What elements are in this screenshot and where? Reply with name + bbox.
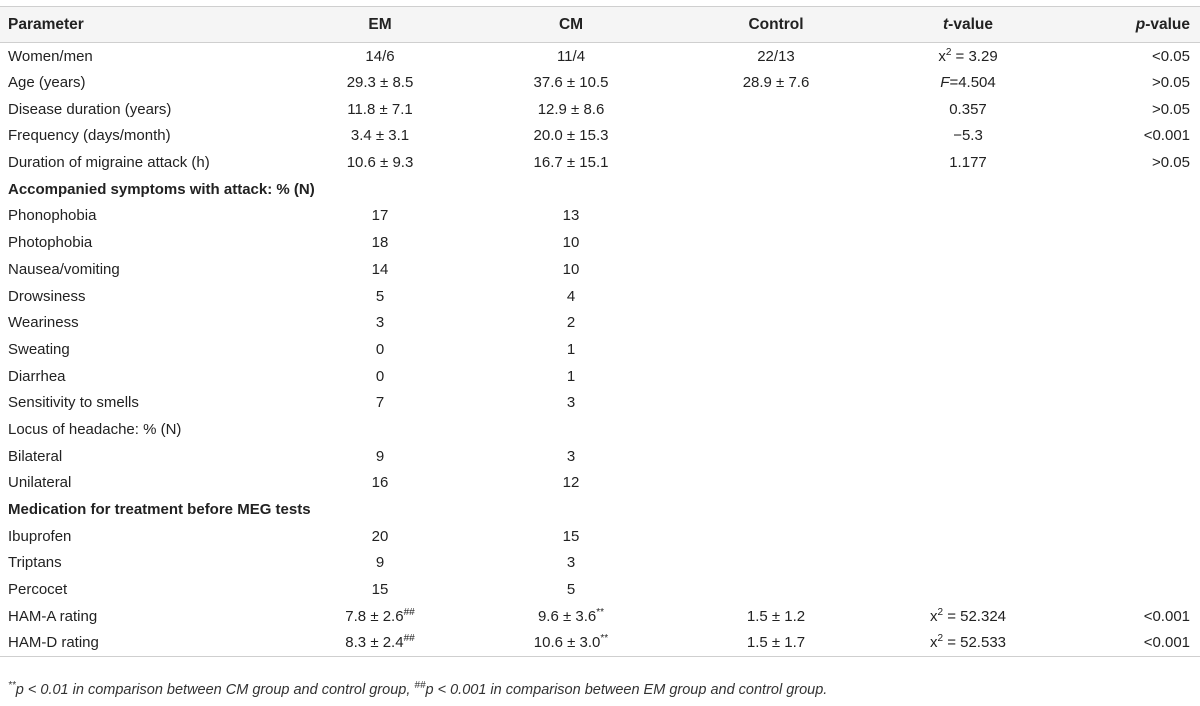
cell-control — [676, 203, 876, 230]
table-row — [0, 576, 1200, 603]
cell-parameter: Disease duration (years) — [8, 100, 172, 118]
cell-cm: 3 — [566, 554, 576, 572]
cell-em: 14/6 — [365, 47, 395, 65]
cell-control — [676, 363, 876, 390]
table-row — [0, 470, 1200, 497]
cell-parameter: Triptans — [8, 554, 62, 572]
cell-em: 29.3 ± 8.5 — [346, 74, 414, 92]
cell-cm: 15 — [562, 527, 580, 545]
cell-p-value — [1060, 203, 1200, 230]
cell-t-value: 0.357 — [949, 100, 987, 118]
locus-heading — [0, 416, 1200, 443]
cell-em: 10.6 ± 9.3 — [346, 154, 414, 172]
table-row — [0, 69, 1200, 96]
cell-em: 9 — [375, 554, 385, 572]
table-row — [0, 309, 1200, 336]
cell-control — [676, 470, 876, 497]
cell-t-value: F=4.504 — [940, 74, 996, 92]
clinical-characteristics-table — [0, 6, 1200, 657]
cell-t-value — [876, 256, 1060, 283]
section-symptoms — [0, 176, 1200, 203]
cell-em: 9 — [375, 447, 385, 465]
cell-t-value: −5.3 — [953, 127, 983, 145]
cell-cm: 1 — [566, 340, 576, 358]
table-row — [0, 229, 1200, 256]
section-symptoms-label: Accompanied symptoms with attack: % (N) — [8, 180, 315, 198]
section-medication — [0, 496, 1200, 523]
header-control: Control — [676, 7, 876, 43]
cell-t-value — [876, 523, 1060, 550]
cell-control — [676, 550, 876, 577]
cell-p-value — [1060, 576, 1200, 603]
cell-control — [676, 283, 876, 310]
cell-cm: 11/4 — [556, 47, 586, 65]
cell-parameter: Sweating — [8, 340, 70, 358]
section-medication-label: Medication for treatment before MEG tests — [8, 501, 311, 519]
cell-p-value: >0.05 — [1152, 100, 1190, 118]
cell-control — [676, 229, 876, 256]
cell-control — [676, 256, 876, 283]
cell-t-value — [876, 363, 1060, 390]
cell-cm: 12 — [562, 474, 580, 492]
cell-parameter: Nausea/vomiting — [8, 260, 120, 278]
cell-cm: 3 — [566, 394, 576, 412]
cell-control — [676, 336, 876, 363]
cell-cm: 4 — [566, 287, 576, 305]
cell-t-value: $x^2 = 52.533$ — [876, 630, 1060, 657]
cell-control: 22/13 — [757, 47, 795, 65]
cell-parameter: Phonophobia — [8, 207, 97, 225]
header-row — [0, 7, 1200, 43]
cell-parameter: HAM-D rating — [0, 630, 294, 657]
table-row — [0, 603, 1200, 630]
cell-em: 11.8 ± 7.1 — [347, 100, 413, 118]
footnote-text-em: p < 0.001 in comparison between EM group and control group. — [425, 682, 828, 698]
footnote — [8, 682, 827, 698]
cell-em: 17 — [371, 207, 389, 225]
table-row — [0, 256, 1200, 283]
cell-t-value — [876, 336, 1060, 363]
cell-cm: 16.7 ± 15.1 — [533, 154, 609, 172]
footnote-marker-cm: ** — [8, 680, 16, 692]
cell-parameter: HAM-A rating — [8, 607, 98, 625]
cell-control: 1.5 ± 1.2 — [746, 607, 806, 625]
cell-control — [676, 96, 876, 123]
cell-p-value — [1060, 229, 1200, 256]
header-em: EM — [294, 7, 466, 43]
table-row — [0, 283, 1200, 310]
cell-p-value — [1060, 283, 1200, 310]
cell-control — [676, 309, 876, 336]
cell-t-value — [876, 283, 1060, 310]
cell-parameter: Weariness — [8, 314, 79, 332]
cell-em: 18 — [371, 234, 389, 252]
table-row — [0, 336, 1200, 363]
cell-p-value: <0.001 — [1143, 607, 1190, 625]
table-row — [0, 523, 1200, 550]
cell-cm: 12.9 ± 8.6 — [537, 100, 605, 118]
cell-t-value — [876, 443, 1060, 470]
cell-t-value — [876, 229, 1060, 256]
cell-parameter: Diarrhea — [8, 367, 66, 385]
cell-cm: 3 — [566, 447, 576, 465]
cell-control — [676, 389, 876, 416]
cell-control — [676, 576, 876, 603]
cell-parameter: Photophobia — [8, 234, 93, 252]
cell-parameter: Ibuprofen — [8, 527, 72, 545]
cell-em: 7 — [375, 394, 385, 412]
cell-t-value: $x^2 = 52.324$ — [929, 606, 1007, 625]
cell-t-value — [876, 203, 1060, 230]
table-row — [0, 149, 1200, 176]
cell-em: 5 — [375, 287, 385, 305]
cell-em: 7.8 ± 2.6## — [345, 606, 415, 625]
footnote-marker-em: ## — [414, 680, 426, 692]
cell-p-value: <0.001 — [1143, 127, 1190, 145]
cell-p-value: >0.05 — [1152, 74, 1190, 92]
cell-t-value — [876, 470, 1060, 497]
cell-parameter: Sensitivity to smells — [8, 394, 139, 412]
table-row — [0, 123, 1200, 150]
cell-t-value — [876, 550, 1060, 577]
cell-cm: 13 — [562, 207, 580, 225]
header-parameter: Parameter — [0, 7, 294, 43]
cell-p-value — [1060, 443, 1200, 470]
cell-parameter: Percocet — [8, 581, 68, 599]
cell-cm: 10.6 ± 3.0** — [466, 630, 676, 657]
table-row — [0, 43, 1200, 70]
cell-p-value — [1060, 256, 1200, 283]
cell-control: 28.9 ± 7.6 — [742, 74, 810, 92]
table-row — [0, 363, 1200, 390]
header-cm: CM — [466, 7, 676, 43]
cell-cm: 10 — [562, 260, 580, 278]
cell-t-value: $x^2 = 3.29$ — [938, 46, 998, 65]
cell-em: 14 — [371, 260, 389, 278]
cell-cm: 10 — [562, 234, 580, 252]
cell-p-value — [1060, 470, 1200, 497]
locus-heading-label: Locus of headache: % (N) — [8, 420, 182, 438]
cell-em: 20 — [371, 527, 389, 545]
cell-em-marker: ## — [403, 633, 415, 645]
cell-em: 3 — [375, 314, 385, 332]
cell-p-value: <0.05 — [1152, 47, 1190, 65]
cell-t-value-exponent: 2 — [937, 606, 944, 618]
cell-control — [676, 443, 876, 470]
cell-parameter: Age (years) — [8, 74, 86, 92]
cell-t-value-exponent: 2 — [937, 633, 944, 645]
cell-t-value — [876, 389, 1060, 416]
cell-p-value — [1060, 363, 1200, 390]
cell-em: 15 — [371, 581, 389, 599]
cell-control — [676, 523, 876, 550]
cell-t-value-f: F — [940, 74, 950, 92]
footnote-text-cm: p < 0.01 in comparison between CM group and control group, — [15, 682, 415, 698]
cell-t-value — [876, 576, 1060, 603]
header-p-value: p-value — [1060, 7, 1200, 43]
table-row — [0, 550, 1200, 577]
cell-control — [676, 149, 876, 176]
cell-cm: 20.0 ± 15.3 — [533, 127, 609, 145]
table-row — [0, 443, 1200, 470]
cell-cm-marker: ** — [596, 606, 605, 618]
header-t-value: t-value — [876, 7, 1060, 43]
cell-parameter: Unilateral — [8, 474, 72, 492]
cell-cm: 9.6 ± 3.6** — [537, 606, 605, 625]
cell-p-value — [1060, 309, 1200, 336]
cell-p-value — [1060, 550, 1200, 577]
cell-em: 0 — [375, 367, 385, 385]
table-row — [0, 96, 1200, 123]
cell-parameter: Drowsiness — [8, 287, 86, 305]
cell-cm: 37.6 ± 10.5 — [533, 74, 609, 92]
cell-p-value — [1060, 523, 1200, 550]
cell-parameter: Frequency (days/month) — [8, 127, 171, 145]
cell-cm: 1 — [566, 367, 576, 385]
cell-parameter: Duration of migraine attack (h) — [8, 154, 210, 172]
cell-control — [676, 123, 876, 150]
cell-t-value — [876, 309, 1060, 336]
cell-cm: 5 — [566, 581, 576, 599]
cell-p-value — [1060, 389, 1200, 416]
cell-control: 1.5 ± 1.7 — [676, 630, 876, 657]
cell-em: 0 — [375, 340, 385, 358]
cell-parameter: Bilateral — [8, 447, 63, 465]
cell-p-value — [1060, 336, 1200, 363]
cell-p-value: >0.05 — [1152, 154, 1190, 172]
cell-t-value-exponent: 2 — [945, 46, 952, 58]
cell-em: 3.4 ± 3.1 — [350, 127, 410, 145]
cell-em: 16 — [371, 474, 389, 492]
cell-em: 8.3 ± 2.4## — [294, 630, 466, 657]
cell-cm: 2 — [566, 314, 576, 332]
cell-cm-marker: ** — [600, 633, 609, 645]
table-row — [0, 630, 1200, 657]
cell-p-value: <0.001 — [1060, 630, 1200, 657]
cell-em-marker: ## — [403, 606, 415, 618]
table-row — [0, 203, 1200, 230]
cell-parameter: Women/men — [8, 47, 93, 65]
table-row — [0, 389, 1200, 416]
cell-t-value: 1.177 — [949, 154, 987, 172]
